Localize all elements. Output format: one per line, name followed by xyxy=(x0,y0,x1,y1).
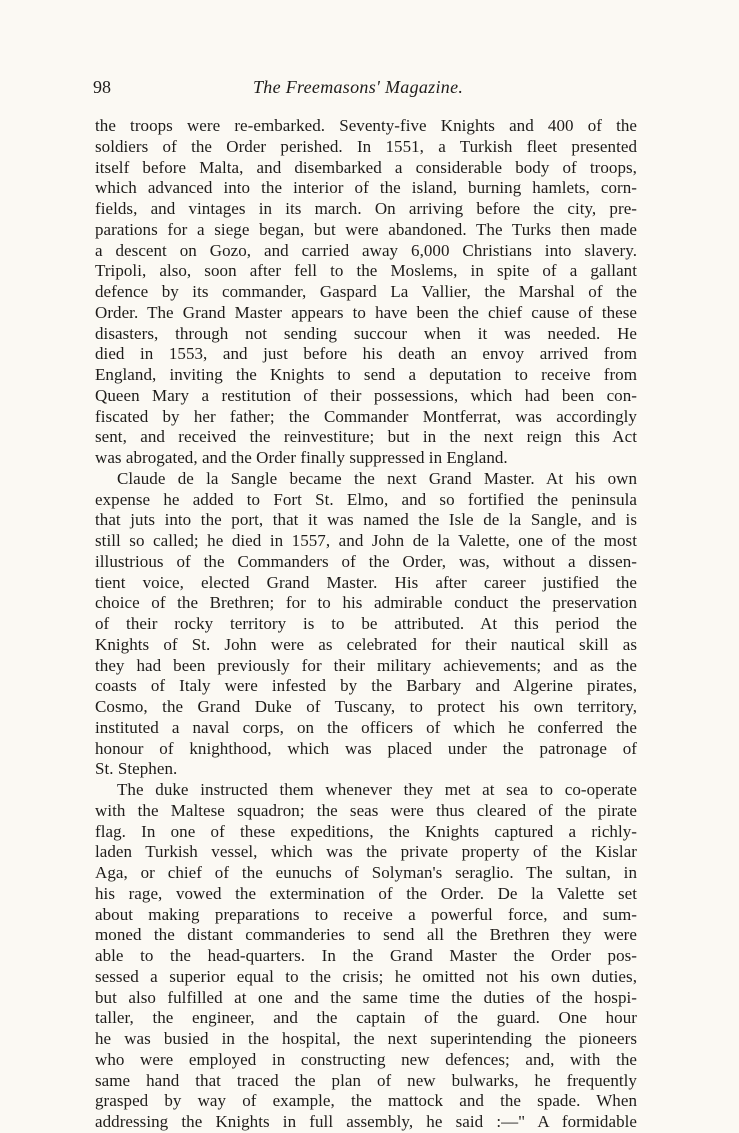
text-line: parations for a siege began, but were abandoned. The Turks then made xyxy=(95,219,637,239)
text-line: choice of the Brethren; for to his admirable conduct the preservation xyxy=(95,593,637,613)
text-line: England, inviting the Knights to send a deputation to receive from xyxy=(95,365,637,384)
text-line: Tripoli, also, soon after fell to the Moslems, in spite of a gallant xyxy=(95,261,637,281)
text-line: coasts of Italy were infested by the Barbary and Algerine pirates, xyxy=(95,676,637,696)
paragraph-start-line: Claude de la Sangle became the next Grand Master. At his own xyxy=(117,468,637,488)
paragraph-end-line: St. Stephen. xyxy=(95,759,178,779)
text-line: sent, and received the reinvestiture; but in the next reign this Act xyxy=(95,427,637,447)
article-body xyxy=(95,116,637,1133)
text-line: soldiers of the Order perished. In 1551, a Turkish fleet presented xyxy=(95,136,637,156)
text-line: Aga, or chief of the eunuchs of Solyman's seraglio. The sultan, in xyxy=(95,863,637,882)
text-line: expense he added to Fort St. Elmo, and so fortified the peninsula xyxy=(95,489,637,509)
text-line: died in 1553, and just before his death an envoy arrived from xyxy=(95,344,637,364)
text-line: tient voice, elected Grand Master. His after career justified the xyxy=(95,572,637,592)
text-line: defence by its commander, Gaspard La Vallier, the Marshal of the xyxy=(95,282,637,301)
text-line: that juts into the port, that it was named the Isle de la Sangle, and is xyxy=(95,510,637,530)
text-line: Queen Mary a restitution of their possessions, which had been con- xyxy=(95,385,637,405)
running-title: The Freemasons' Magazine. xyxy=(253,77,464,97)
text-line: same hand that traced the plan of new bulwarks, he frequently xyxy=(95,1070,637,1090)
text-line: his rage, vowed the extermination of the Order. De la Valette set xyxy=(95,883,637,903)
text-line: still so called; he died in 1557, and John de la Valette, one of the most xyxy=(95,531,637,550)
text-line: but also fulfilled at one and the same time the duties of the hospi- xyxy=(95,987,637,1007)
text-line: about making preparations to receive a powerful force, and sum- xyxy=(95,904,637,924)
paragraph-start-line: The duke instructed them whenever they met at sea to co-operate xyxy=(117,780,637,799)
text-line: illustrious of the Commanders of the Order, was, without a dissen- xyxy=(95,551,637,571)
text-line: instituted a naval corps, on the officers of which he conferred the xyxy=(95,717,637,737)
text-line: taller, the engineer, and the captain of the guard. One hour xyxy=(95,1008,637,1028)
text-line: honour of knighthood, which was placed under the patronage of xyxy=(95,738,637,758)
text-line: fiscated by her father; the Commander Montferrat, was accordingly xyxy=(95,406,637,426)
text-line: the troops were re-embarked. Seventy-five Knights and 400 of the xyxy=(95,116,637,135)
text-line: of their rocky territory is to be attributed. At this period the xyxy=(95,614,637,633)
text-line: Order. The Grand Master appears to have been the chief cause of these xyxy=(95,302,637,322)
text-line: disasters, through not sending succour when it was needed. He xyxy=(95,323,637,343)
text-line: who were employed in constructing new defences; and, with the xyxy=(95,1049,637,1069)
page-header xyxy=(93,77,638,101)
text-line: with the Maltese squadron; the seas were thus cleared of the pirate xyxy=(95,800,637,820)
text-line: grasped by way of example, the mattock and the spade. When xyxy=(95,1091,637,1111)
text-line: moned the distant commanderies to send all the Brethren they were xyxy=(95,925,637,945)
text-line: they had been previously for their military achievements; and as the xyxy=(95,655,637,675)
text-line: fields, and vintages in its march. On arriving before the city, pre- xyxy=(95,199,637,218)
text-line: itself before Malta, and disembarked a considerable body of troops, xyxy=(95,157,637,177)
text-line: Knights of St. John were as celebrated for their nautical skill as xyxy=(95,634,637,654)
text-line: able to the head-quarters. In the Grand Master the Order pos- xyxy=(95,946,637,965)
text-line: Cosmo, the Grand Duke of Tuscany, to protect his own territory, xyxy=(95,697,637,716)
text-line: a descent on Gozo, and carried away 6,000 Christians into slavery. xyxy=(95,240,637,260)
text-line: which advanced into the interior of the island, burning hamlets, corn- xyxy=(95,178,637,198)
text-line: laden Turkish vessel, which was the private property of the Kislar xyxy=(95,842,637,862)
text-line: he was busied in the hospital, the next superintending the pioneers xyxy=(95,1029,637,1048)
text-line: sessed a superior equal to the crisis; he omitted not his own duties, xyxy=(95,966,637,986)
page-number: 98 xyxy=(93,77,111,97)
text-line: flag. In one of these expeditions, the Knights captured a richly- xyxy=(95,821,637,841)
paragraph-end-line: was abrogated, and the Order finally suppressed in England. xyxy=(95,448,508,467)
text-line: addressing the Knights in full assembly, he said :—" A formidable xyxy=(95,1112,637,1131)
